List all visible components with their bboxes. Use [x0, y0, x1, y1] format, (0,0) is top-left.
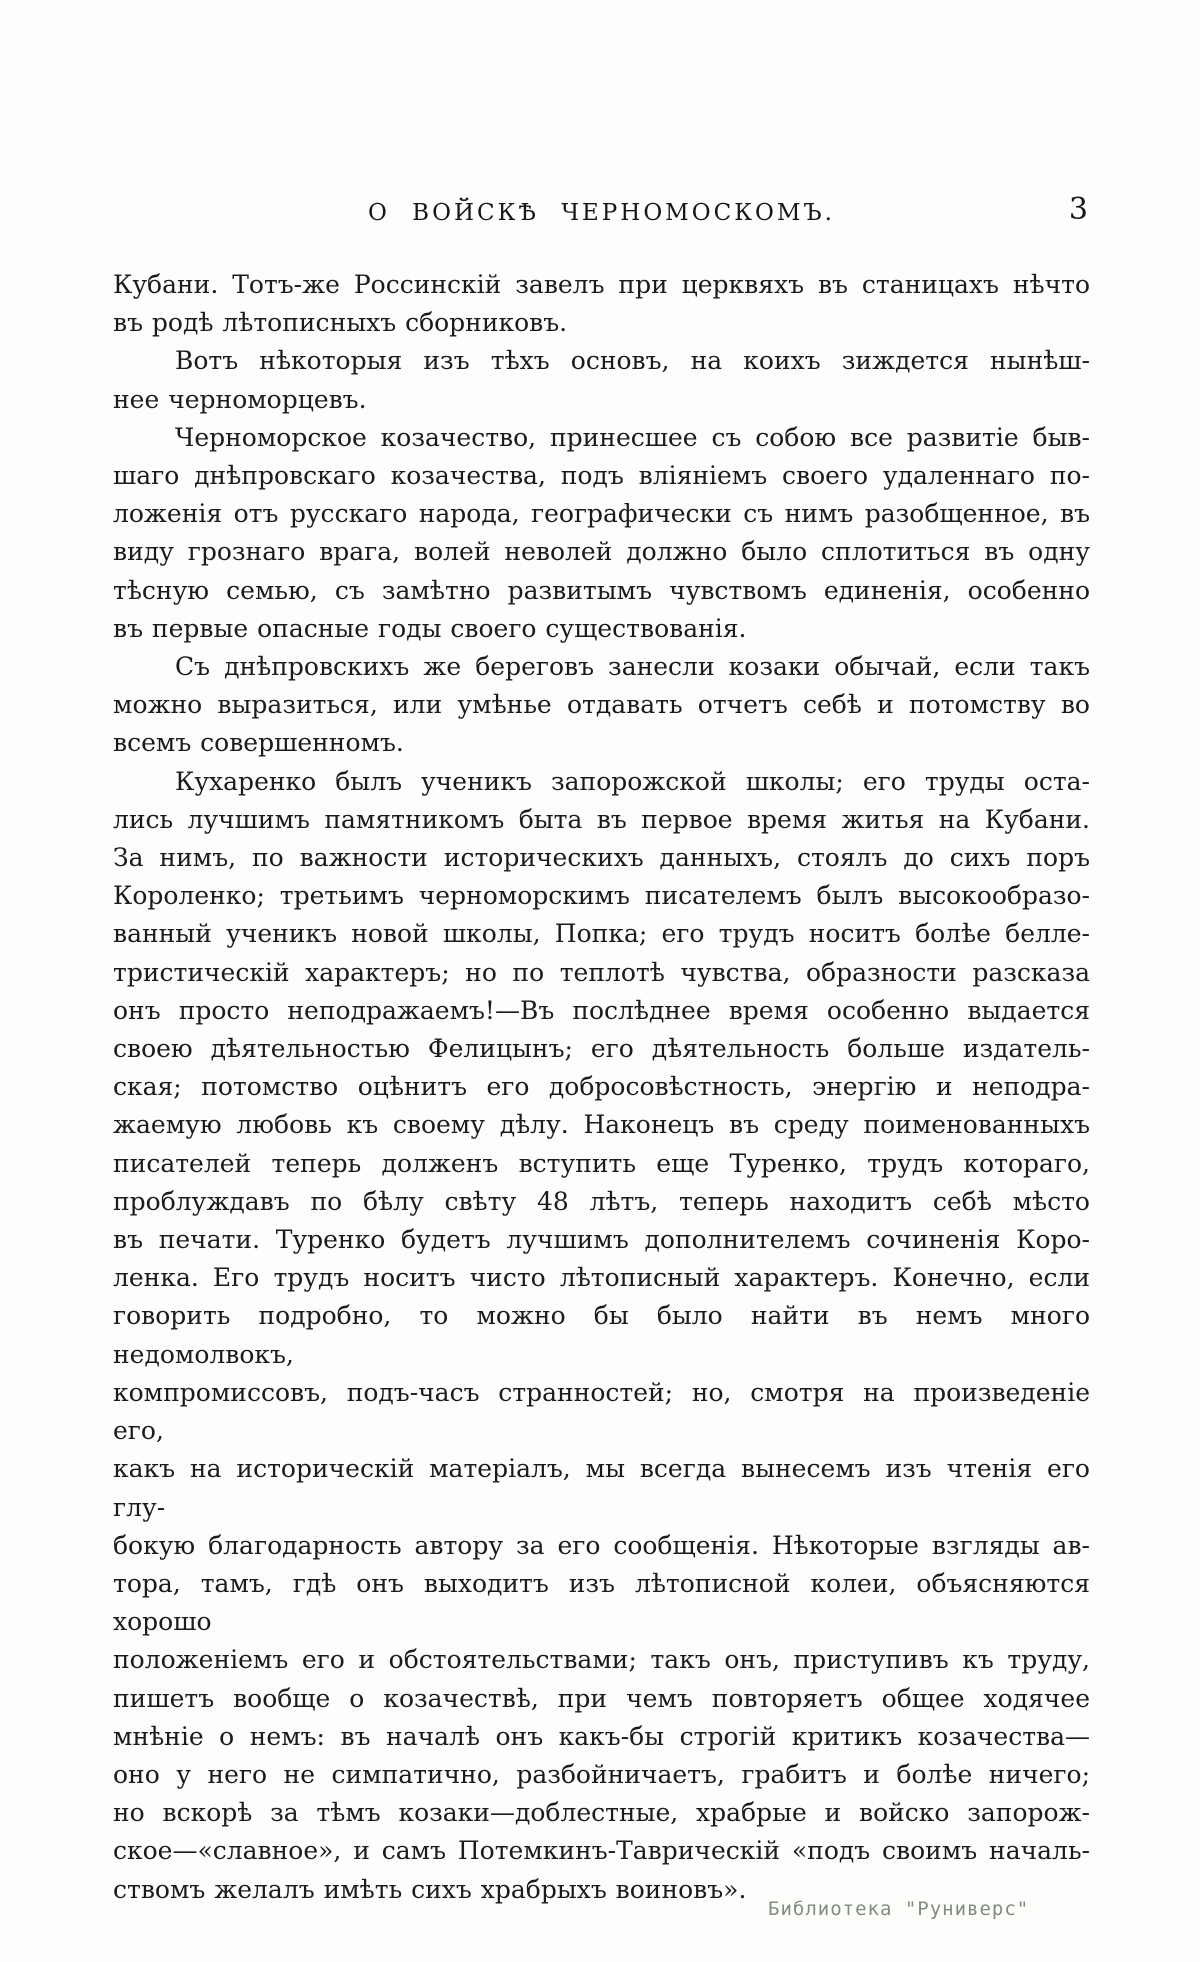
body-text [113, 266, 1090, 1909]
text-line: Съ днѣпровскихъ же береговъ занесли козаки обычай, если такъ [175, 652, 1090, 682]
chapter-title: О ВОЙСКѢ ЧЕРНОМОСКОМЪ. [368, 200, 835, 226]
text-line: За нимъ, по важности историческихъ данныхъ, стоялъ до сихъ поръ [113, 843, 1090, 873]
text-line: писателей теперь долженъ вступить еще Туренко, трудъ котораго, [113, 1148, 1090, 1178]
text-line: лись лучшимъ памятникомъ быта въ первое время житья на Кубани. [113, 804, 1090, 834]
text-line: въ печати. Туренко будетъ лучшимъ дополнителемъ сочиненія Коро- [113, 1225, 1090, 1255]
text-line: ленка. Его трудъ носитъ чисто лѣтописный характеръ. Конечно, если [113, 1263, 1090, 1293]
text-line: тристическій характеръ; но по теплотѣ чувства, образности разсказа [113, 957, 1090, 987]
text-line: ская; потомство оцѣнитъ его добросовѣстность, энергію и неподра- [113, 1072, 1090, 1102]
text-line: какъ на историческій матеріалъ, мы всегда вынесемъ изъ чтенія его глу- [113, 1454, 1090, 1522]
text-line: Вотъ нѣкоторыя изъ тѣхъ основъ, на коихъ зиждется нынѣш- [175, 346, 1090, 376]
text-line: положеніемъ его и обстоятельствами; такъ онъ, приступивъ къ труду, [113, 1645, 1090, 1675]
text-line: ложенія отъ русскаго народа, географически съ нимъ разобщенное, въ [113, 499, 1090, 529]
text-line: шаго днѣпровскаго козачества, подъ вліяніемъ своего удаленнаго по- [113, 461, 1090, 491]
text-line: ское—«славное», и самъ Потемкинъ-Таврическій «подъ своимъ началь- [113, 1836, 1090, 1866]
text-line: жаемую любовь къ своему дѣлу. Наконецъ въ среду поименованныхъ [113, 1110, 1090, 1140]
text-line: говорить подробно, то можно бы было найти въ немъ много недомолвокъ, [113, 1301, 1090, 1369]
text-line: въ родѣ лѣтописныхъ сборниковъ. [113, 308, 568, 338]
text-line: своею дѣятельностью Фелицынъ; его дѣятельность больше издатель- [113, 1034, 1090, 1064]
text-line: пишетъ вообще о козачествѣ, при чемъ повторяетъ общее ходячее [113, 1683, 1090, 1713]
text-line: Черноморское козачество, принесшее съ собою все развитіе быв- [175, 422, 1090, 452]
text-line: но вскорѣ за тѣмъ козаки—доблестные, храбрые и войско запорож- [113, 1798, 1090, 1828]
text-line: тѣсную семью, съ замѣтно развитымъ чувствомъ единенія, особенно [113, 575, 1090, 605]
text-line: ванный ученикъ новой школы, Попка; его трудъ носитъ болѣе белле- [113, 919, 1090, 949]
text-line: виду грознаго врага, волей неволей должно было сплотиться въ одну [113, 537, 1090, 567]
text-line: бокую благодарность автору за его сообщенія. Нѣкоторые взгляды ав- [113, 1530, 1090, 1560]
text-line: оно у него не симпатично, разбойничаетъ, грабитъ и болѣе ничего; [113, 1759, 1090, 1789]
text-line: проблуждавъ по бѣлу свѣту 48 лѣтъ, теперь находитъ себѣ мѣсто [113, 1186, 1090, 1216]
text-line: Кубани. Тотъ-же Россинскій завелъ при церквяхъ въ станицахъ нѣчто [113, 270, 1090, 299]
text-line: компромиссовъ, подъ-часъ странностей; но, смотря на произведеніе его, [113, 1377, 1090, 1446]
text-line: всемъ совершенномъ. [113, 728, 404, 758]
text-line: можно выразиться, или умѣнье отдавать отчетъ себѣ и потомству во [113, 690, 1090, 720]
page-header [113, 192, 1090, 227]
library-watermark: Библиотека "Руниверс" [768, 1898, 1030, 1920]
text-line: мнѣніе о немъ: въ началѣ онъ какъ-бы строгій критикъ козачества— [113, 1721, 1090, 1751]
text-line: онъ просто неподражаемъ!—Въ послѣднее время особенно выдается [113, 995, 1090, 1025]
text-line: Короленко; третьимъ черноморскимъ писателемъ былъ высокообразо- [113, 881, 1090, 911]
text-line: ствомъ желалъ имѣть сихъ храбрыхъ воиновъ». [113, 1874, 747, 1904]
text-line: тора, тамъ, гдѣ онъ выходитъ изъ лѣтописной колеи, объясняются хорошо [113, 1568, 1090, 1637]
page-number: 3 [1068, 192, 1088, 227]
text-line: въ первые опасные годы своего существованія. [113, 613, 747, 643]
text-line: Кухаренко былъ ученикъ запорожской школы; его труды оста- [175, 766, 1090, 796]
text-line: нее черноморцевъ. [113, 384, 367, 414]
